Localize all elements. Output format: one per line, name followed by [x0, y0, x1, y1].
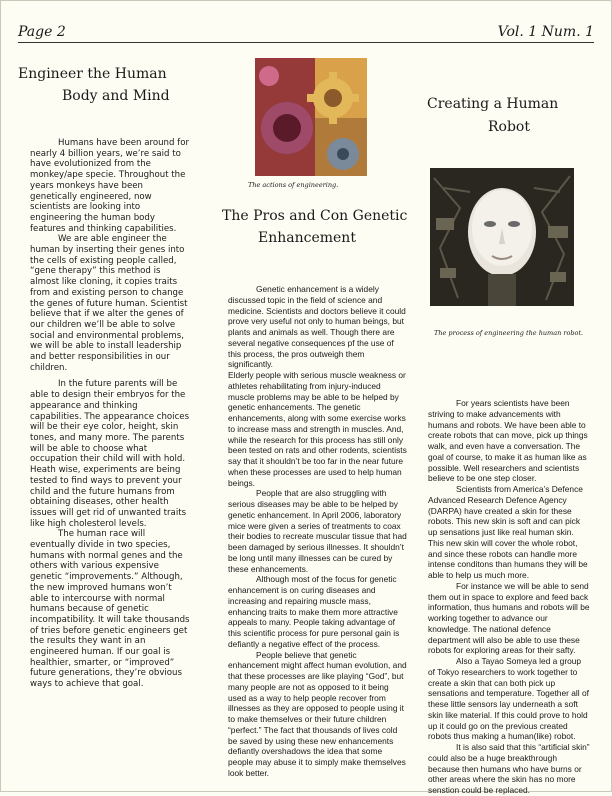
right-article-body — [428, 398, 590, 796]
right-article-title-line2: Robot — [488, 119, 530, 135]
robot-image — [430, 168, 574, 306]
mid-paragraph-2: Elderly people with serious muscle weakness or athletes rehabilitating from injury-induced muscle problems may be able to be helped by genetic enhancements. The genetic enhancements, along with some exercise works to increase mass and strength in muscles. And, while the research for this process has still only been tested on rats and other rodents, scientists say that it shouldn’t be too far in the near future when these processes are used to help human beings. — [228, 370, 407, 488]
gears-image — [255, 58, 367, 176]
mid-paragraph-5: People believe that genetic enhancement might affect human evolution, and that these processes are like playing “God”, but many people are not as opposed to it being used as a way to help people recover from illnesses as they are opposed to people using it to make themselves or their future children “perfect.” The fact that thousands of lives cold be saved by using these new enhancements defiantly overshadows the idea that some people may abuse it to simply make themselves look better. — [228, 649, 407, 778]
mid-paragraph-4: Although most of the focus for genetic enhancement is on curing diseases and increasing and repairing muscle mass, enhancing traits to make them more attractive appeals to many. People taking advantage of this scientific process for pure personal gain is defiantly a negative effect of the process. — [228, 574, 400, 649]
right-paragraph-2: Scientists from America’s Defence Advanced Research Defence Agency (DARPA) have created a skin for these robots. This new skin is soft and can pick up sensations just like real human skin. This new skin will cover the whole robot, and since these robots can handle more intense conditons than humans they will be able to help us much more. — [428, 484, 588, 580]
left-paragraph-1: Humans have been around for nearly 4 billion years, we’re said to have evolutionized from the monkey/ape specie. Throughout the years monkeys have been genetically engineered, now scientists are looking into engineering the human body features and thinking capabilities. — [30, 138, 189, 234]
left-paragraph-3: In the future parents will be able to design their embryos for the appearance and thinking capabilities. The appearance choices will be their eye color, height, skin tones, and many more. The parents will be able to choose what occupation their child will with hold. Heath wise, experiments are being tested to find ways to prevent your child and the future humans from obtaining diseases, other health issues will get rid of unwanted traits like high cholesterol levels. — [30, 379, 190, 529]
left-article-title-line2: Body and Mind — [62, 88, 170, 104]
robot-caption: The process of engineering the human robot. — [434, 329, 584, 337]
left-article-title-line1: Engineer the Human — [18, 66, 167, 82]
left-paragraph-4: The human race will eventually divide in two species, humans with normal genes and the others with various expensive genetic “improvements.” Although, the new improved humans won’t able to intercourse with normal humans because of genetic incompatibility. It will take thousands of tries before genetic engineers get the results they want in an engineered human. If our goal is healthier, smarter, or “improved” future generations, they’re obvious ways to achieve that goal. — [30, 529, 190, 690]
mid-article-body — [228, 284, 408, 779]
volume-number: Vol. 1 Num. 1 — [497, 24, 594, 40]
page-number: Page 2 — [18, 24, 66, 40]
left-article-body — [30, 138, 190, 690]
mid-paragraph-1: Genetic enhancement is a widely discussed topic in the field of science and medicine. Scientists and doctors believe it could prove very useful not only to human beings, but plants and animals as well. Though there are several negative consequences pf the use of this process, the pros outweigh them significantly. — [228, 284, 406, 370]
left-paragraph-2: We are able engineer the human by inserting their genes into the cells of existing people called, “gene therapy” this method is almost like cloning, it copies traits from and existing person to change the genes of future human. Scientist believe that if we alter the genes of our children we’ll be able to solve social and environmental problems, we will be able to install leadership and better responsibilities in our children. — [30, 234, 188, 373]
right-paragraph-3: For instance we will be able to send them out in space to explore and feed back information, thus humans and robots will be working together to advance our knowledge. The national defence department will also be able to use these robots for exploring areas for their safty. — [428, 580, 590, 656]
page-header — [18, 22, 594, 43]
right-paragraph-4: Also a Tayao Someya led a group of Tokyo researchers to work together to create a skin that can both pick up sensations and temperature. Together all of these little sensors lay underneath a soft skin like material. If this could prove to hold up it could go on the previous created robots thus making a human(like) robot. — [428, 656, 589, 742]
mid-article-title-line2: Enhancement — [258, 230, 356, 246]
gears-illustration — [255, 58, 367, 176]
gears-caption: The actions of engineering. — [248, 181, 339, 189]
mid-paragraph-3: People that are also struggling with serious diseases may be able to be helped by genetic enhancement. In April 2006, laboratory mice were given a series of treatments to coax their bodies to recreate muscular tissue that had been damaged by serious illnesses. It shouldn’t be long until many illnesses can be cured by these enhancements. — [228, 488, 407, 574]
robot-illustration — [430, 168, 574, 306]
right-article-title-line1: Creating a Human — [427, 96, 559, 112]
mid-article-title-line1: The Pros and Con Genetic — [222, 208, 408, 224]
right-paragraph-5: It is also said that this “artificial skin” could also be a huge breakthrough because then humans who have burns or other areas where the skin has no more senstion could be replaced. — [428, 742, 590, 795]
right-paragraph-1: For years scientists have been striving to make advancements with humans and robots. We have been able to create robots that can move, pick up things walk, and even have a conversation. The goal of course, to make it as human like as possible. Well researchers and scientists believe to be one step closer. — [428, 398, 588, 484]
